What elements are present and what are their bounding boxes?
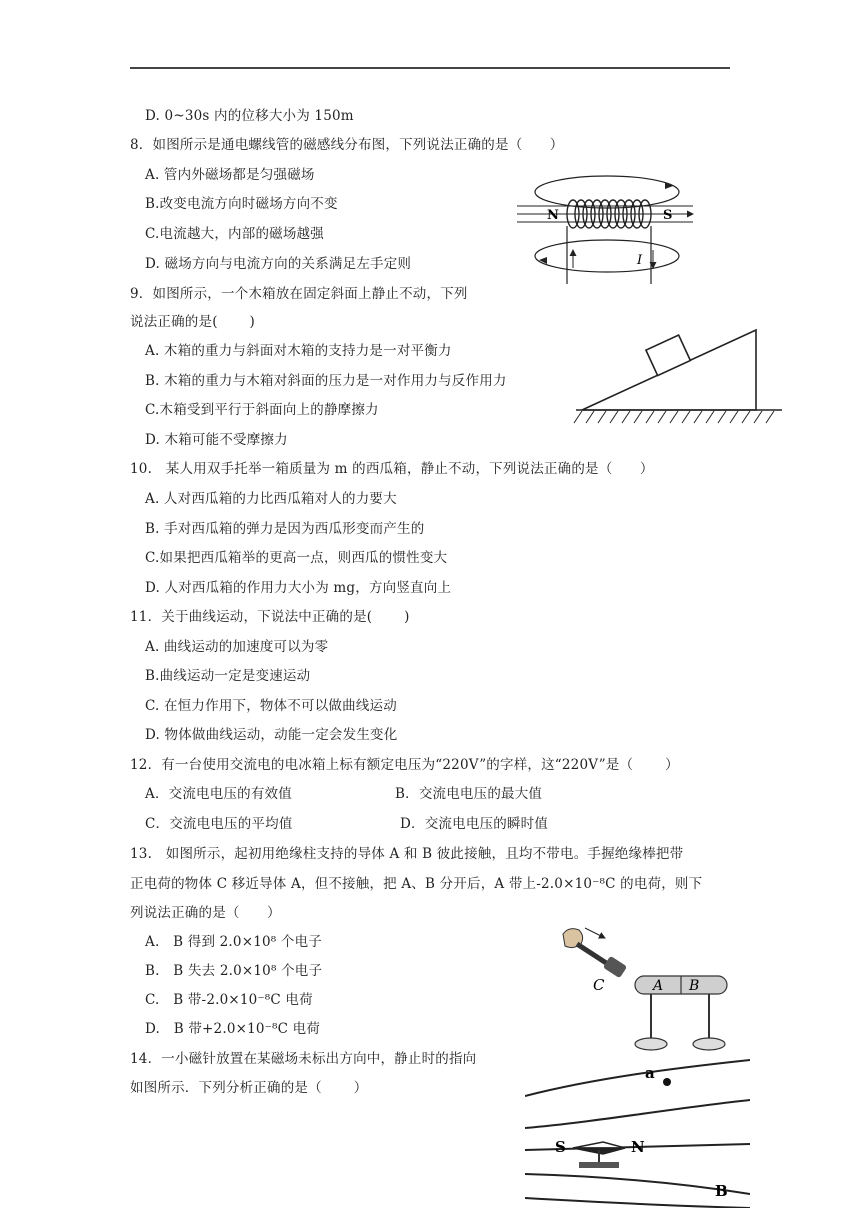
q12-option-b: B．交流电电压的最大值 [395,786,543,802]
q9-stem-line2: 说法正确的是( ) [130,314,256,330]
solenoid-figure [515,168,695,286]
q8-option-c: C.电流越大，内部的磁场越强 [145,226,324,242]
q12-option-a: A．交流电电压的有效值 [145,786,292,802]
conductor-label-b: B [689,978,700,994]
q13-option-c: C. B 带-2.0×10⁻⁸C 电荷 [145,992,313,1008]
q8-stem: 8．如图所示是通电螺线管的磁感线分布图，下列说法正确的是（ ） [130,137,564,153]
field-label-b: B [715,1182,728,1200]
q13-option-a: A. B 得到 2.0×10⁸ 个电子 [145,934,323,950]
solenoid-label-s: S [663,208,673,223]
q12-option-c: C．交流电电压的平均值 [145,816,293,832]
q14-stem-line2: 如图所示．下列分析正确的是（ ） [130,1080,368,1096]
q13-stem-line1: 13. 如图所示，起初用绝缘柱支持的导体 A 和 B 彼此接触，且均不带电。手握绝缘棒把带 [130,846,684,862]
field-label-a: a [645,1064,655,1082]
q8-option-b: B.改变电流方向时磁场方向不变 [145,196,338,212]
q9-option-c: C.木箱受到平行于斜面向上的静摩擦力 [145,402,379,418]
q13-option-b: B. B 失去 2.0×10⁸ 个电子 [145,963,323,979]
header-rule [130,67,730,69]
q9-stem-line1: 9．如图所示，一个木箱放在固定斜面上静止不动，下列 [130,286,468,302]
needle-label-s: S [555,1138,566,1156]
q7-option-d: D. 0~30s 内的位移大小为 150m [145,108,354,124]
q11-option-d: D. 物体做曲线运动，动能一定会发生变化 [145,727,398,743]
q10-option-c: C.如果把西瓜箱举的更高一点，则西瓜的惯性变大 [145,550,448,566]
q11-option-c: C. 在恒力作用下，物体不可以做曲线运动 [145,698,397,714]
q11-stem: 11．关于曲线运动，下说法中正确的是( ) [130,609,410,625]
solenoid-label-i: I [637,253,643,268]
q8-option-d: D. 磁场方向与电流方向的关系满足左手定则 [145,256,412,272]
q8-option-a: A. 管内外磁场都是匀强磁场 [145,167,315,183]
conductor-label-c: C [593,976,605,994]
q11-option-b: B.曲线运动一定是变速运动 [145,668,311,684]
q10-option-d: D. 人对西瓜箱的作用力大小为 mg，方向竖直向上 [145,580,452,596]
q12-option-d: D．交流电电压的瞬时值 [400,816,549,832]
q9-option-b: B. 木箱的重力与木箱对斜面的压力是一对作用力与反作用力 [145,373,507,389]
q12-stem: 12．有一台使用交流电的电冰箱上标有额定电压为“220V”的字样，这“220V”是（ ） [130,757,679,773]
conductor-figure [555,922,735,1056]
q9-option-a: A. 木箱的重力与斜面对木箱的支持力是一对平衡力 [145,343,452,359]
magnet-field-figure [525,1058,750,1208]
q13-stem-line3: 列说法正确的是（ ） [130,905,281,921]
q10-stem: 10. 某人用双手托举一箱质量为 m 的西瓜箱，静止不动，下列说法正确的是（ ） [130,461,654,477]
solenoid-label-n: N [547,208,559,223]
q13-stem-line2: 正电荷的物体 C 移近导体 A，但不接触，把 A、B 分开后，A 带上-2.0×10⁻⁸C 的电荷，则下 [130,876,703,892]
needle-label-n: N [631,1138,645,1156]
q10-option-a: A. 人对西瓜箱的力比西瓜箱对人的力要大 [145,491,397,507]
q10-option-b: B. 手对西瓜箱的弹力是因为西瓜形变而产生的 [145,521,425,537]
q13-option-d: D. B 带+2.0×10⁻⁸C 电荷 [145,1021,321,1037]
incline-figure [572,322,786,428]
q11-option-a: A. 曲线运动的加速度可以为零 [145,639,329,655]
q9-option-d: D. 木箱可能不受摩擦力 [145,432,288,448]
q14-stem-line1: 14．一小磁针放置在某磁场未标出方向中，静止时的指向 [130,1051,477,1067]
conductor-label-a: A [653,978,664,994]
